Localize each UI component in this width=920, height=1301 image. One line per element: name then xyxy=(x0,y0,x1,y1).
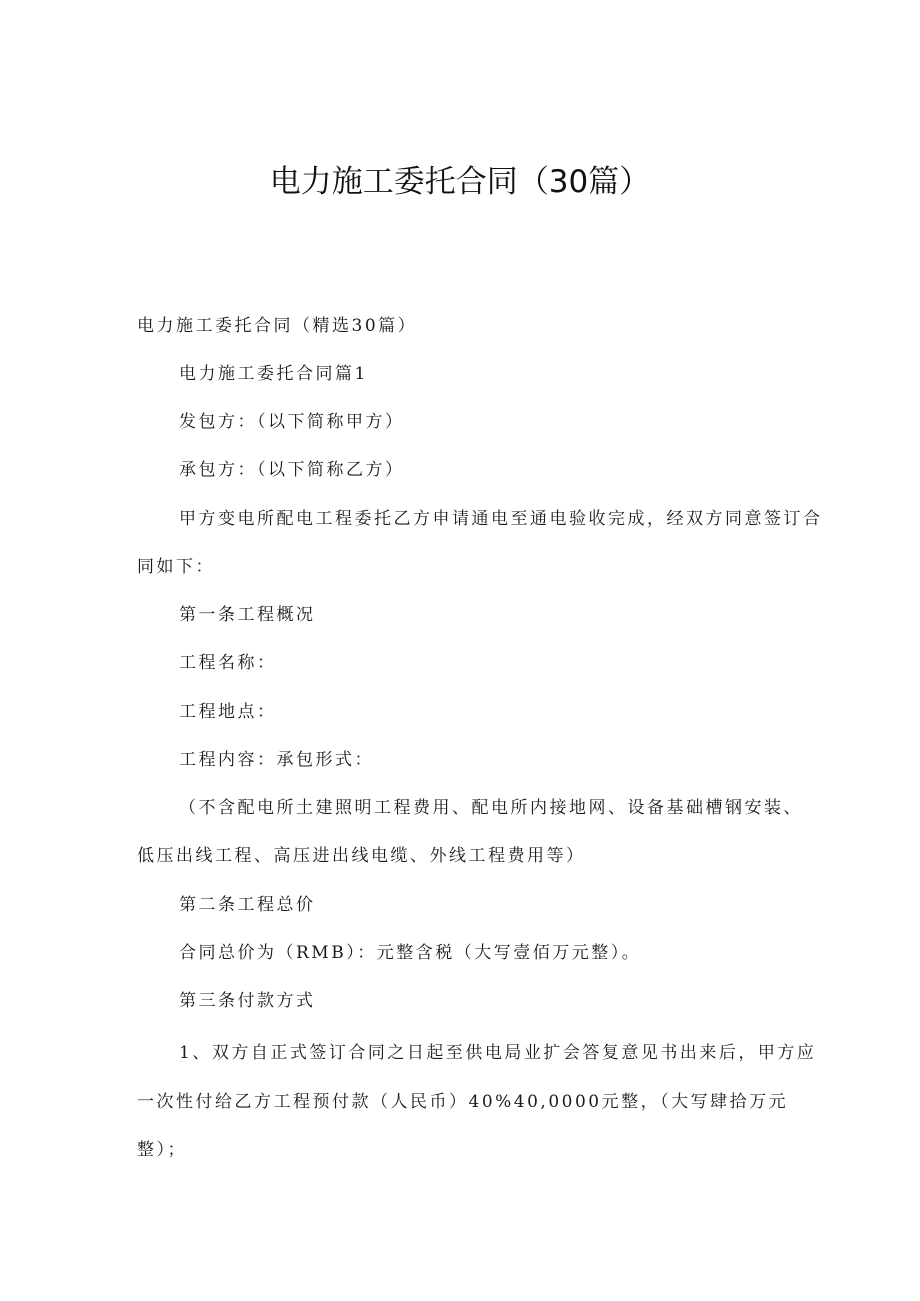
payment-paragraph-line: 整）； xyxy=(137,1140,187,1160)
intro-paragraph-line: 同如下： xyxy=(137,557,215,577)
price-line: 合同总价为（RMB）：元整含税（大写壹佰万元整）。 xyxy=(179,943,642,963)
party-b-line: 承包方：（以下简称乙方） xyxy=(179,460,405,480)
payment-paragraph-line: 一次性付给乙方工程预付款（人民币）40%40,0000元整，（大写肆拾万元 xyxy=(137,1092,789,1112)
intro-paragraph-line: 甲方变电所配电工程委托乙方申请通电至通电验收完成，经双方同意签订合 xyxy=(179,509,823,529)
payment-paragraph-line: 1、双方自正式签订合同之日起至供电局业扩会答复意见书出来后，甲方应 xyxy=(179,1043,817,1063)
field-line: 工程内容：承包形式： xyxy=(179,750,374,770)
document-subtitle: 电力施工委托合同（精选30篇） xyxy=(137,316,418,336)
field-line: 工程名称： xyxy=(179,653,277,673)
article-heading: 第二条工程总价 xyxy=(179,895,316,915)
section-heading: 电力施工委托合同篇1 xyxy=(179,364,368,384)
article-heading: 第三条付款方式 xyxy=(179,991,316,1011)
scope-paragraph-line: 低压出线工程、高压进出线电缆、外线工程费用等） xyxy=(137,846,586,866)
scope-paragraph-line: （不含配电所土建照明工程费用、配电所内接地网、设备基础槽钢安装、 xyxy=(179,798,803,818)
field-line: 工程地点： xyxy=(179,702,277,722)
party-a-line: 发包方：（以下简称甲方） xyxy=(179,412,405,432)
article-heading: 第一条工程概况 xyxy=(179,605,316,625)
document-title: 电力施工委托合同（30篇） xyxy=(269,164,651,200)
